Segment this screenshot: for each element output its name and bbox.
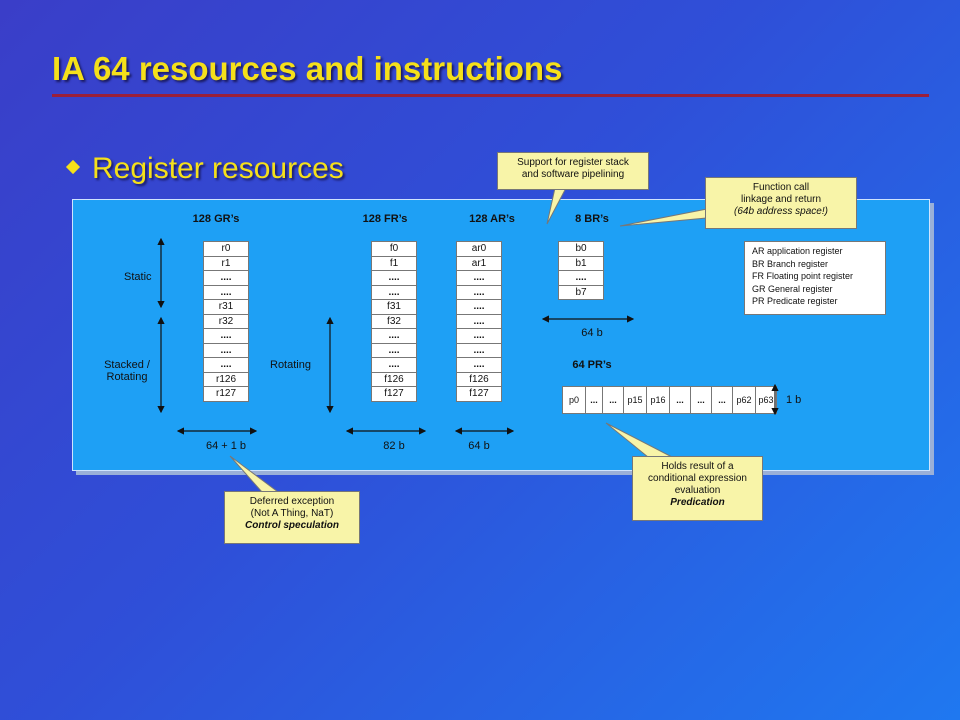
diamond-bullet-icon — [66, 160, 80, 174]
fr-register-cell: f0 — [371, 241, 417, 257]
pr-register-cell: p0 — [563, 387, 586, 413]
gr-register-cell: r1 — [203, 257, 249, 272]
nat-callout — [224, 491, 360, 544]
ar-width-label: 64 b — [468, 440, 490, 452]
pr-register-cell: ... — [670, 387, 691, 413]
rotating-label: Rotating — [270, 359, 311, 371]
gr-register-cell: r0 — [203, 241, 249, 257]
ar-register-cell: f127 — [456, 387, 502, 402]
fr-width-label: 82 b — [383, 440, 405, 452]
pr-register-cell: ... — [712, 387, 733, 413]
fr-register-cell: f127 — [371, 387, 417, 402]
fr-register-cell: f126 — [371, 373, 417, 388]
register-stack-callout: Support for register stack and software pipelining — [497, 152, 649, 190]
br-register-cell: b0 — [558, 241, 604, 257]
branch-callout-text: Function call linkage and return — [740, 182, 822, 205]
pr-register-cell: p16 — [647, 387, 670, 413]
legend-entry: PR Predicate register — [752, 296, 838, 306]
slide-title: IA 64 resources and instructions — [52, 50, 563, 87]
ar-register-cell: .... — [456, 300, 502, 315]
gr-register-cell: .... — [203, 358, 249, 373]
pr-register-cell: ... — [586, 387, 603, 413]
pred-callout-bold: Predication — [670, 497, 725, 508]
fr-header: 128 FR’s — [362, 213, 408, 225]
fr-register-cell: .... — [371, 271, 417, 286]
legend-entry: GR General register — [752, 283, 833, 294]
gr-register-cell: r126 — [203, 373, 249, 388]
gr-header: 128 GR’s — [192, 213, 240, 225]
fr-register-cell: .... — [371, 358, 417, 373]
ar-register-cell: .... — [456, 315, 502, 330]
nat-callout-text: Deferred exception (Not A Thing, NaT) — [249, 496, 335, 519]
pr-register-cell: p62 — [733, 387, 756, 413]
pr-width-label: 1 b — [786, 394, 802, 406]
stacked-rotating-label: Stacked / Rotating — [104, 359, 150, 383]
br-register-cell: .... — [558, 271, 604, 286]
pr-register-cell: p15 — [624, 387, 647, 413]
pr-register-cell: p63 — [758, 395, 774, 405]
gr-width-label: 64 + 1 b — [205, 440, 247, 452]
ar-register-cell: .... — [456, 358, 502, 373]
br-register-cell: b1 — [558, 257, 604, 272]
nat-callout-bold: Control speculation — [245, 520, 339, 531]
fr-register-cell: f32 — [371, 315, 417, 330]
gr-register-cell: .... — [203, 329, 249, 344]
static-label: Static — [124, 271, 152, 283]
predication-callout — [632, 456, 763, 521]
legend-entry: BR Branch register — [752, 258, 829, 269]
branch-callout-italic: (64b address space!) — [734, 206, 828, 217]
fr-register-cell: f31 — [371, 300, 417, 315]
gr-register-cell: .... — [203, 271, 249, 286]
pr-header: 64 PR’s — [572, 359, 612, 371]
fr-register-cell: .... — [371, 329, 417, 344]
fr-register-cell: f1 — [371, 257, 417, 272]
fr-register-cell: .... — [371, 286, 417, 301]
ar-register-stack — [456, 241, 502, 402]
gr-register-cell: r127 — [203, 387, 249, 402]
gr-register-cell: .... — [203, 344, 249, 359]
ar-register-cell: .... — [456, 286, 502, 301]
ar-header: 128 AR’s — [469, 213, 515, 225]
pr-register-cell: ... — [691, 387, 712, 413]
pred-callout-text: Holds result of a conditional expression evaluation — [648, 461, 747, 496]
ar-register-cell: .... — [456, 344, 502, 359]
ar-register-cell: f126 — [456, 373, 502, 388]
pr-register-row — [562, 386, 777, 414]
br-register-cell: b7 — [558, 286, 604, 301]
br-register-stack — [558, 241, 604, 300]
ar-register-cell: .... — [456, 329, 502, 344]
legend-entry: FR Floating point register — [752, 271, 854, 281]
title-rule — [52, 94, 929, 97]
bullet-register-resources — [68, 152, 344, 186]
branch-register-callout — [705, 177, 857, 229]
fr-register-cell: .... — [371, 344, 417, 359]
gr-register-cell: .... — [203, 286, 249, 301]
gr-register-stack — [203, 241, 249, 402]
br-width-label: 64 b — [581, 327, 603, 339]
ar-register-cell: .... — [456, 271, 502, 286]
br-header: 8 BR’s — [575, 213, 609, 225]
gr-register-cell: r32 — [203, 315, 249, 330]
ar-register-cell: ar0 — [456, 241, 502, 257]
register-legend — [744, 241, 886, 315]
bullet-text: Register resources — [92, 152, 344, 185]
fr-register-stack — [371, 241, 417, 402]
gr-register-cell: r31 — [203, 300, 249, 315]
legend-entry: AR application register — [752, 246, 843, 256]
ar-register-cell: ar1 — [456, 257, 502, 272]
pr-register-cell: ... — [603, 387, 624, 413]
